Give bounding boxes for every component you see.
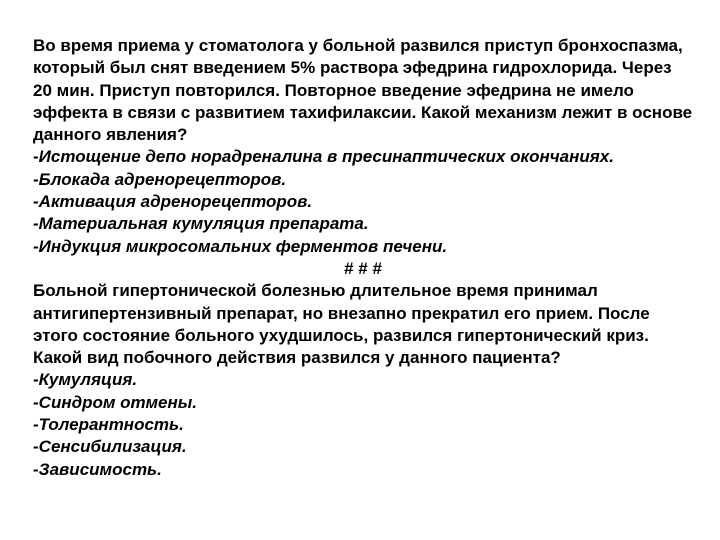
- answer-option: -Материальная кумуляция препарата.: [33, 214, 369, 234]
- answer-option: -Толерантность.: [33, 415, 184, 435]
- question-1-options: [33, 146, 693, 257]
- answer-option: -Синдром отмены.: [33, 392, 197, 412]
- question-2-options: [33, 369, 693, 480]
- answer-option: -Блокада адренорецепторов.: [33, 169, 287, 189]
- answer-option: -Индукция микросомальних ферментов печени.: [33, 236, 448, 256]
- answer-option: -Истощение депо норадреналина в пресинаптических окончаниях.: [33, 147, 614, 167]
- answer-option: -Сенсибилизация.: [33, 437, 187, 457]
- question-2-text: Больной гипертонической болезнью длительное время принимал антигипертензивный препарат, но внезапно прекратил его прием. После этого состояние больного ухудшилось, развился гипертонический криз. Какой вид побочного действия развился у данного пациента?: [33, 281, 650, 368]
- answer-option: -Кумуляция.: [33, 370, 138, 390]
- answer-option: -Активация адренорецепторов.: [33, 192, 313, 212]
- answer-option: -Зависимость.: [33, 459, 162, 479]
- question-1-text: Во время приема у стоматолога у больной развился приступ бронхоспазма, который был снят введением 5% раствора эфедрина гидрохлорида. Через 20 мин. Приступ повторился. Повторное введение эфедрина не имело эффекта в связи с развитием тахифилаксии. Какой механизм лежит в основе данного явления?: [33, 36, 693, 145]
- slide-content: [33, 35, 693, 481]
- section-separator: # # #: [344, 258, 382, 278]
